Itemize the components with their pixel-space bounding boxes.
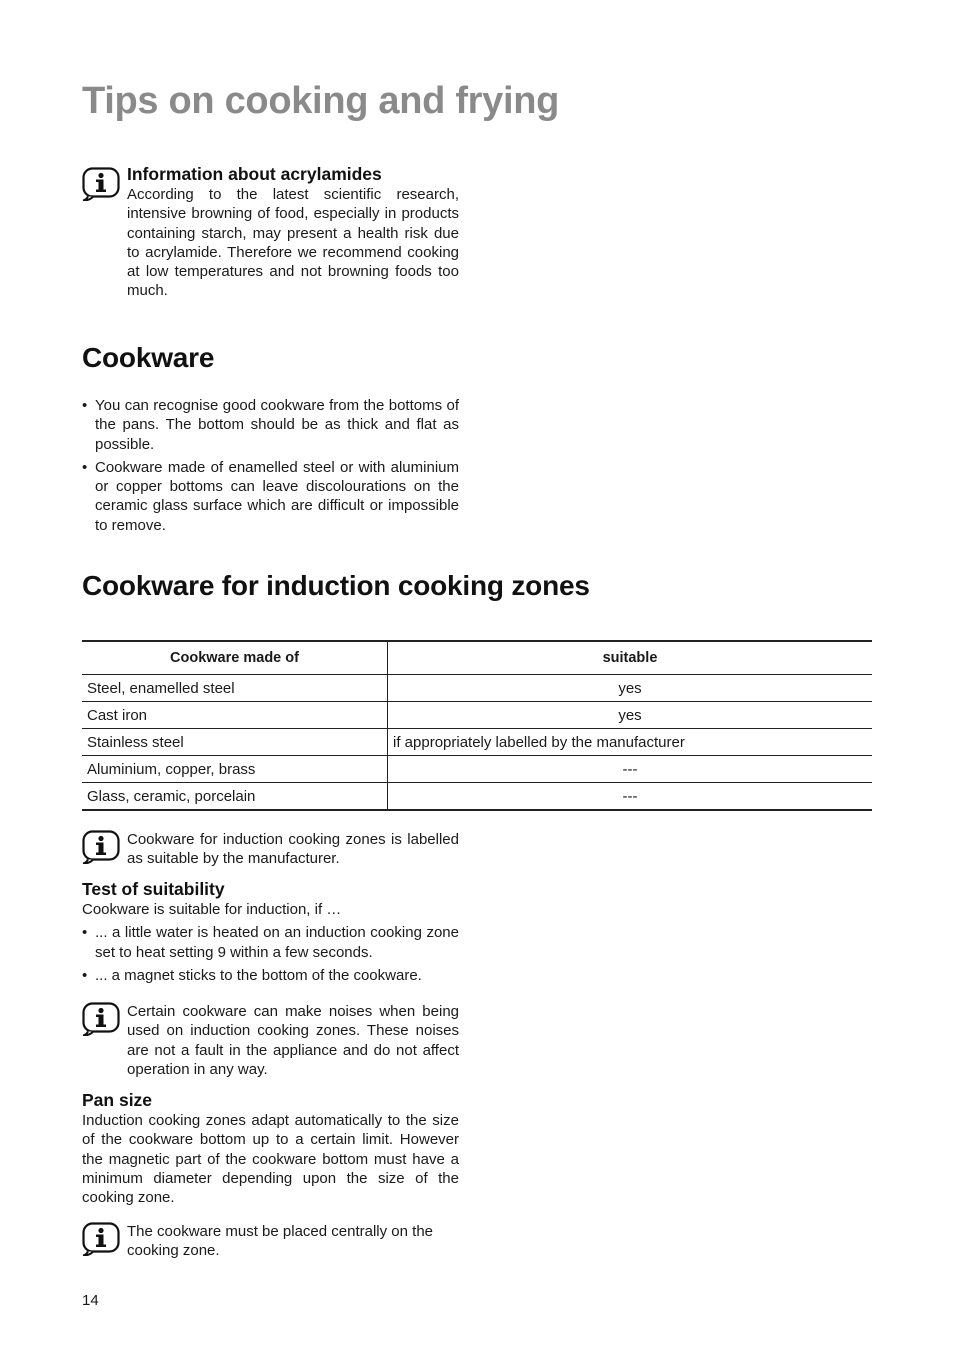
table-cell: if appropriately labelled by the manufacturer — [388, 729, 873, 756]
pan-size-text: Induction cooking zones adapt automatically to the size of the cookware bottom up to a certain limit. However the magnetic part of the cookware bottom must have a minimum diameter depending upon the size of the cooking zone. — [82, 1112, 459, 1207]
suitability-bullets — [82, 923, 459, 985]
table-cell: Steel, enamelled steel — [82, 675, 388, 702]
list-item: • ... a magnet sticks to the bottom of the cookware. — [82, 966, 459, 985]
table-row — [82, 729, 872, 756]
table-row — [82, 702, 872, 729]
pan-size-section — [82, 1090, 459, 1207]
table-cell: Aluminium, copper, brass — [82, 756, 388, 783]
table-cell: yes — [388, 675, 873, 702]
cookware-table — [82, 640, 872, 811]
suitability-intro: Cookware is suitable for induction, if … — [82, 901, 342, 918]
page-title: Tips on cooking and frying — [82, 80, 560, 122]
table-cell: Stainless steel — [82, 729, 388, 756]
acrylamides-heading: Information about acrylamides — [127, 164, 382, 184]
central-note-text: The cookware must be placed centrally on the cooking zone. — [127, 1223, 433, 1260]
table-cell: --- — [388, 756, 873, 783]
pan-size-heading: Pan size — [82, 1090, 153, 1110]
labelled-note-text: Cookware for induction cooking zones is labelled as suitable by the manufacturer. — [127, 831, 459, 868]
table-row — [82, 756, 872, 783]
table-row — [82, 675, 872, 702]
column-header-material: Cookware made of — [82, 641, 388, 675]
info-icon — [82, 1002, 120, 1036]
table-cell: Glass, ceramic, porcelain — [82, 783, 388, 811]
info-icon — [82, 167, 120, 201]
info-icon — [82, 830, 120, 864]
suitability-heading: Test of suitability — [82, 879, 225, 899]
table-row — [82, 783, 872, 811]
acrylamides-info — [82, 164, 459, 301]
info-icon — [82, 1222, 120, 1256]
suitability-section — [82, 879, 459, 989]
noises-note — [82, 1002, 459, 1079]
acrylamides-text: According to the latest scientific research, intensive browning of food, especially in products containing starch, may present a health risk due to acrylamide. Therefore we recommend cooking at low temperatures and not browning foods too much. — [127, 186, 459, 300]
central-note — [82, 1222, 459, 1261]
table-header-row — [82, 641, 872, 675]
induction-heading: Cookware for induction cooking zones — [82, 570, 590, 601]
list-item: • ... a little water is heated on an induction cooking zone set to heat setting 9 within a few seconds. — [82, 923, 459, 962]
page-number: 14 — [82, 1292, 99, 1309]
cookware-heading: Cookware — [82, 342, 215, 373]
column-header-suitable: suitable — [388, 641, 873, 675]
list-item: • You can recognise good cookware from the bottoms of the pans. The bottom should be as thick and flat as possible. — [82, 396, 459, 454]
table-cell: yes — [388, 702, 873, 729]
table-cell: --- — [388, 783, 873, 811]
labelled-note — [82, 830, 459, 869]
cookware-bullets — [82, 396, 459, 539]
noises-note-text: Certain cookware can make noises when being used on induction cooking zones. These noises are not a fault in the appliance and do not affect operation in any way. — [127, 1003, 459, 1078]
list-item: • Cookware made of enamelled steel or with aluminium or copper bottoms can leave discolourations on the ceramic glass surface which are difficult or impossible to remove. — [82, 458, 459, 535]
table-cell: Cast iron — [82, 702, 388, 729]
